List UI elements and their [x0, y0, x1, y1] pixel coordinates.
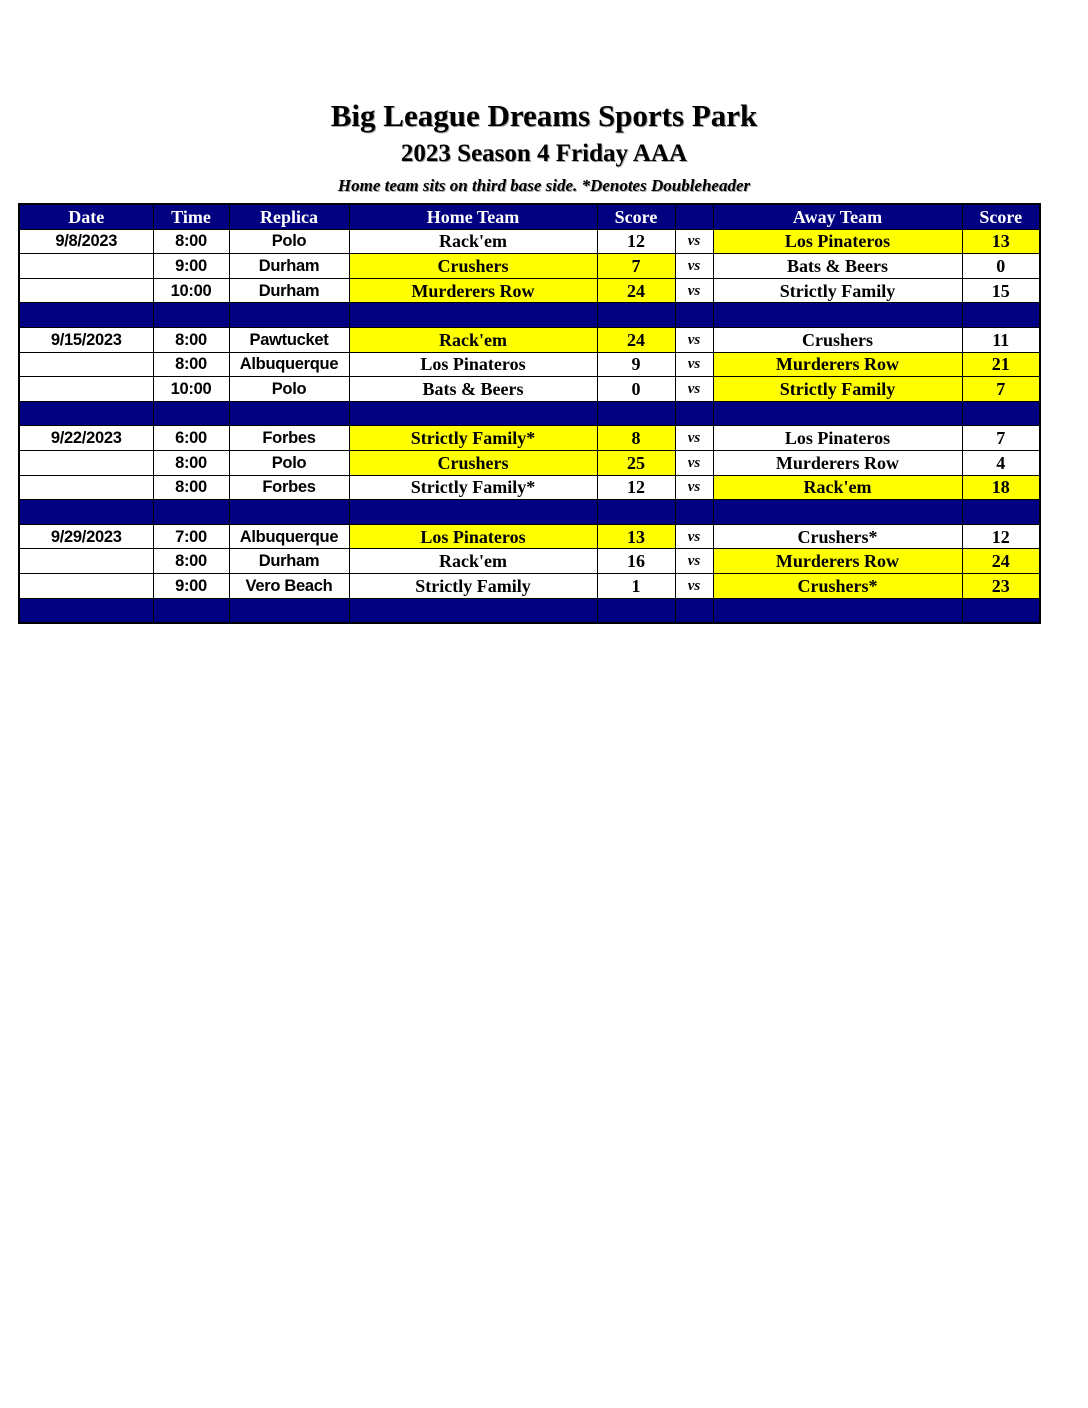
cell-away-score: 24 [962, 549, 1040, 574]
col-header-home-score: Score [597, 204, 675, 229]
col-header-replica: Replica [229, 204, 349, 229]
cell-home-score: 13 [597, 524, 675, 549]
cell-away-score: 13 [962, 229, 1040, 254]
cell-away-team: Murderers Row [713, 549, 962, 574]
cell-away-score: 4 [962, 450, 1040, 475]
separator-cell [19, 598, 153, 623]
cell-replica: Durham [229, 254, 349, 279]
col-header-away-score: Score [962, 204, 1040, 229]
separator-cell [675, 303, 713, 328]
cell-time: 6:00 [153, 426, 229, 451]
separator-cell [229, 598, 349, 623]
separator-cell [229, 500, 349, 525]
cell-date [19, 254, 153, 279]
cell-away-team: Strictly Family [713, 278, 962, 303]
cell-home-team: Strictly Family [349, 573, 597, 598]
separator-cell [597, 401, 675, 426]
cell-replica: Durham [229, 549, 349, 574]
separator-cell [675, 598, 713, 623]
table-row [19, 524, 1040, 549]
cell-away-team: Rack'em [713, 475, 962, 500]
separator-cell [349, 500, 597, 525]
cell-home-score: 12 [597, 229, 675, 254]
separator-cell [153, 598, 229, 623]
cell-date: 9/8/2023 [19, 229, 153, 254]
separator-row [19, 303, 1040, 328]
cell-date [19, 450, 153, 475]
separator-cell [962, 500, 1040, 525]
cell-replica: Forbes [229, 426, 349, 451]
separator-cell [19, 401, 153, 426]
separator-cell [713, 500, 962, 525]
separator-cell [19, 303, 153, 328]
col-header-vs [675, 204, 713, 229]
schedule-table [18, 203, 1041, 624]
table-row [19, 278, 1040, 303]
cell-away-score: 21 [962, 352, 1040, 377]
separator-cell [153, 401, 229, 426]
separator-cell [349, 303, 597, 328]
separator-cell [962, 401, 1040, 426]
cell-time: 7:00 [153, 524, 229, 549]
cell-home-score: 25 [597, 450, 675, 475]
cell-away-score: 15 [962, 278, 1040, 303]
cell-date [19, 278, 153, 303]
col-header-away-team: Away Team [713, 204, 962, 229]
cell-vs: vs [675, 524, 713, 549]
cell-date [19, 573, 153, 598]
separator-cell [713, 303, 962, 328]
table-row [19, 426, 1040, 451]
cell-home-score: 8 [597, 426, 675, 451]
table-row [19, 549, 1040, 574]
cell-home-team: Los Pinateros [349, 352, 597, 377]
cell-vs: vs [675, 450, 713, 475]
cell-replica: Polo [229, 450, 349, 475]
cell-away-score: 23 [962, 573, 1040, 598]
table-row [19, 352, 1040, 377]
cell-time: 9:00 [153, 254, 229, 279]
cell-time: 10:00 [153, 278, 229, 303]
cell-home-team: Crushers [349, 450, 597, 475]
cell-home-score: 1 [597, 573, 675, 598]
cell-date [19, 475, 153, 500]
page-subtitle: 2023 Season 4 Friday AAA [400, 140, 688, 167]
cell-replica: Albuquerque [229, 352, 349, 377]
cell-away-team: Strictly Family [713, 377, 962, 402]
cell-time: 8:00 [153, 352, 229, 377]
cell-time: 9:00 [153, 573, 229, 598]
cell-vs: vs [675, 327, 713, 352]
cell-home-team: Crushers [349, 254, 597, 279]
separator-row [19, 500, 1040, 525]
separator-cell [597, 303, 675, 328]
cell-home-score: 24 [597, 278, 675, 303]
table-row [19, 327, 1040, 352]
col-header-time: Time [153, 204, 229, 229]
cell-home-score: 24 [597, 327, 675, 352]
cell-date: 9/22/2023 [19, 426, 153, 451]
table-row [19, 377, 1040, 402]
cell-away-team: Murderers Row [713, 450, 962, 475]
cell-date [19, 377, 153, 402]
schedule-body [19, 229, 1040, 623]
cell-time: 8:00 [153, 475, 229, 500]
cell-vs: vs [675, 352, 713, 377]
cell-time: 8:00 [153, 327, 229, 352]
cell-home-team: Murderers Row [349, 278, 597, 303]
separator-cell [713, 598, 962, 623]
cell-away-team: Bats & Beers [713, 254, 962, 279]
separator-cell [597, 500, 675, 525]
cell-home-score: 16 [597, 549, 675, 574]
cell-away-score: 7 [962, 377, 1040, 402]
cell-home-team: Strictly Family* [349, 426, 597, 451]
cell-home-team: Rack'em [349, 327, 597, 352]
cell-home-team: Strictly Family* [349, 475, 597, 500]
cell-away-score: 12 [962, 524, 1040, 549]
cell-replica: Polo [229, 229, 349, 254]
table-row [19, 229, 1040, 254]
cell-time: 8:00 [153, 549, 229, 574]
cell-replica: Pawtucket [229, 327, 349, 352]
cell-away-score: 18 [962, 475, 1040, 500]
cell-away-score: 0 [962, 254, 1040, 279]
cell-time: 8:00 [153, 229, 229, 254]
cell-replica: Vero Beach [229, 573, 349, 598]
separator-cell [349, 401, 597, 426]
col-header-home-team: Home Team [349, 204, 597, 229]
table-row [19, 475, 1040, 500]
cell-home-score: 0 [597, 377, 675, 402]
header-row [19, 204, 1040, 229]
cell-time: 10:00 [153, 377, 229, 402]
page-note: Home team sits on third base side. *Denotes Doubleheader [337, 176, 751, 195]
separator-cell [349, 598, 597, 623]
cell-home-team: Rack'em [349, 229, 597, 254]
cell-vs: vs [675, 377, 713, 402]
separator-cell [713, 401, 962, 426]
page-title: Big League Dreams Sports Park [330, 98, 758, 133]
cell-vs: vs [675, 549, 713, 574]
cell-date: 9/15/2023 [19, 327, 153, 352]
cell-home-score: 9 [597, 352, 675, 377]
cell-vs: vs [675, 254, 713, 279]
cell-vs: vs [675, 278, 713, 303]
cell-away-team: Crushers* [713, 524, 962, 549]
cell-date: 9/29/2023 [19, 524, 153, 549]
cell-away-team: Crushers [713, 327, 962, 352]
separator-cell [153, 303, 229, 328]
separator-cell [229, 401, 349, 426]
cell-home-score: 12 [597, 475, 675, 500]
cell-away-team: Murderers Row [713, 352, 962, 377]
cell-away-score: 11 [962, 327, 1040, 352]
table-row [19, 450, 1040, 475]
separator-cell [19, 500, 153, 525]
separator-cell [962, 303, 1040, 328]
separator-cell [597, 598, 675, 623]
table-row [19, 254, 1040, 279]
cell-home-team: Bats & Beers [349, 377, 597, 402]
separator-cell [962, 598, 1040, 623]
separator-cell [229, 303, 349, 328]
cell-date [19, 549, 153, 574]
separator-row [19, 401, 1040, 426]
table-row [19, 573, 1040, 598]
cell-vs: vs [675, 573, 713, 598]
cell-away-team: Los Pinateros [713, 229, 962, 254]
cell-home-team: Los Pinateros [349, 524, 597, 549]
col-header-date: Date [19, 204, 153, 229]
cell-vs: vs [675, 426, 713, 451]
separator-cell [675, 500, 713, 525]
separator-row [19, 598, 1040, 623]
cell-date [19, 352, 153, 377]
separator-cell [153, 500, 229, 525]
cell-replica: Durham [229, 278, 349, 303]
cell-replica: Polo [229, 377, 349, 402]
cell-away-score: 7 [962, 426, 1040, 451]
cell-home-team: Rack'em [349, 549, 597, 574]
cell-away-team: Crushers* [713, 573, 962, 598]
cell-replica: Albuquerque [229, 524, 349, 549]
separator-cell [675, 401, 713, 426]
cell-vs: vs [675, 475, 713, 500]
cell-away-team: Los Pinateros [713, 426, 962, 451]
cell-time: 8:00 [153, 450, 229, 475]
cell-home-score: 7 [597, 254, 675, 279]
cell-replica: Forbes [229, 475, 349, 500]
cell-vs: vs [675, 229, 713, 254]
